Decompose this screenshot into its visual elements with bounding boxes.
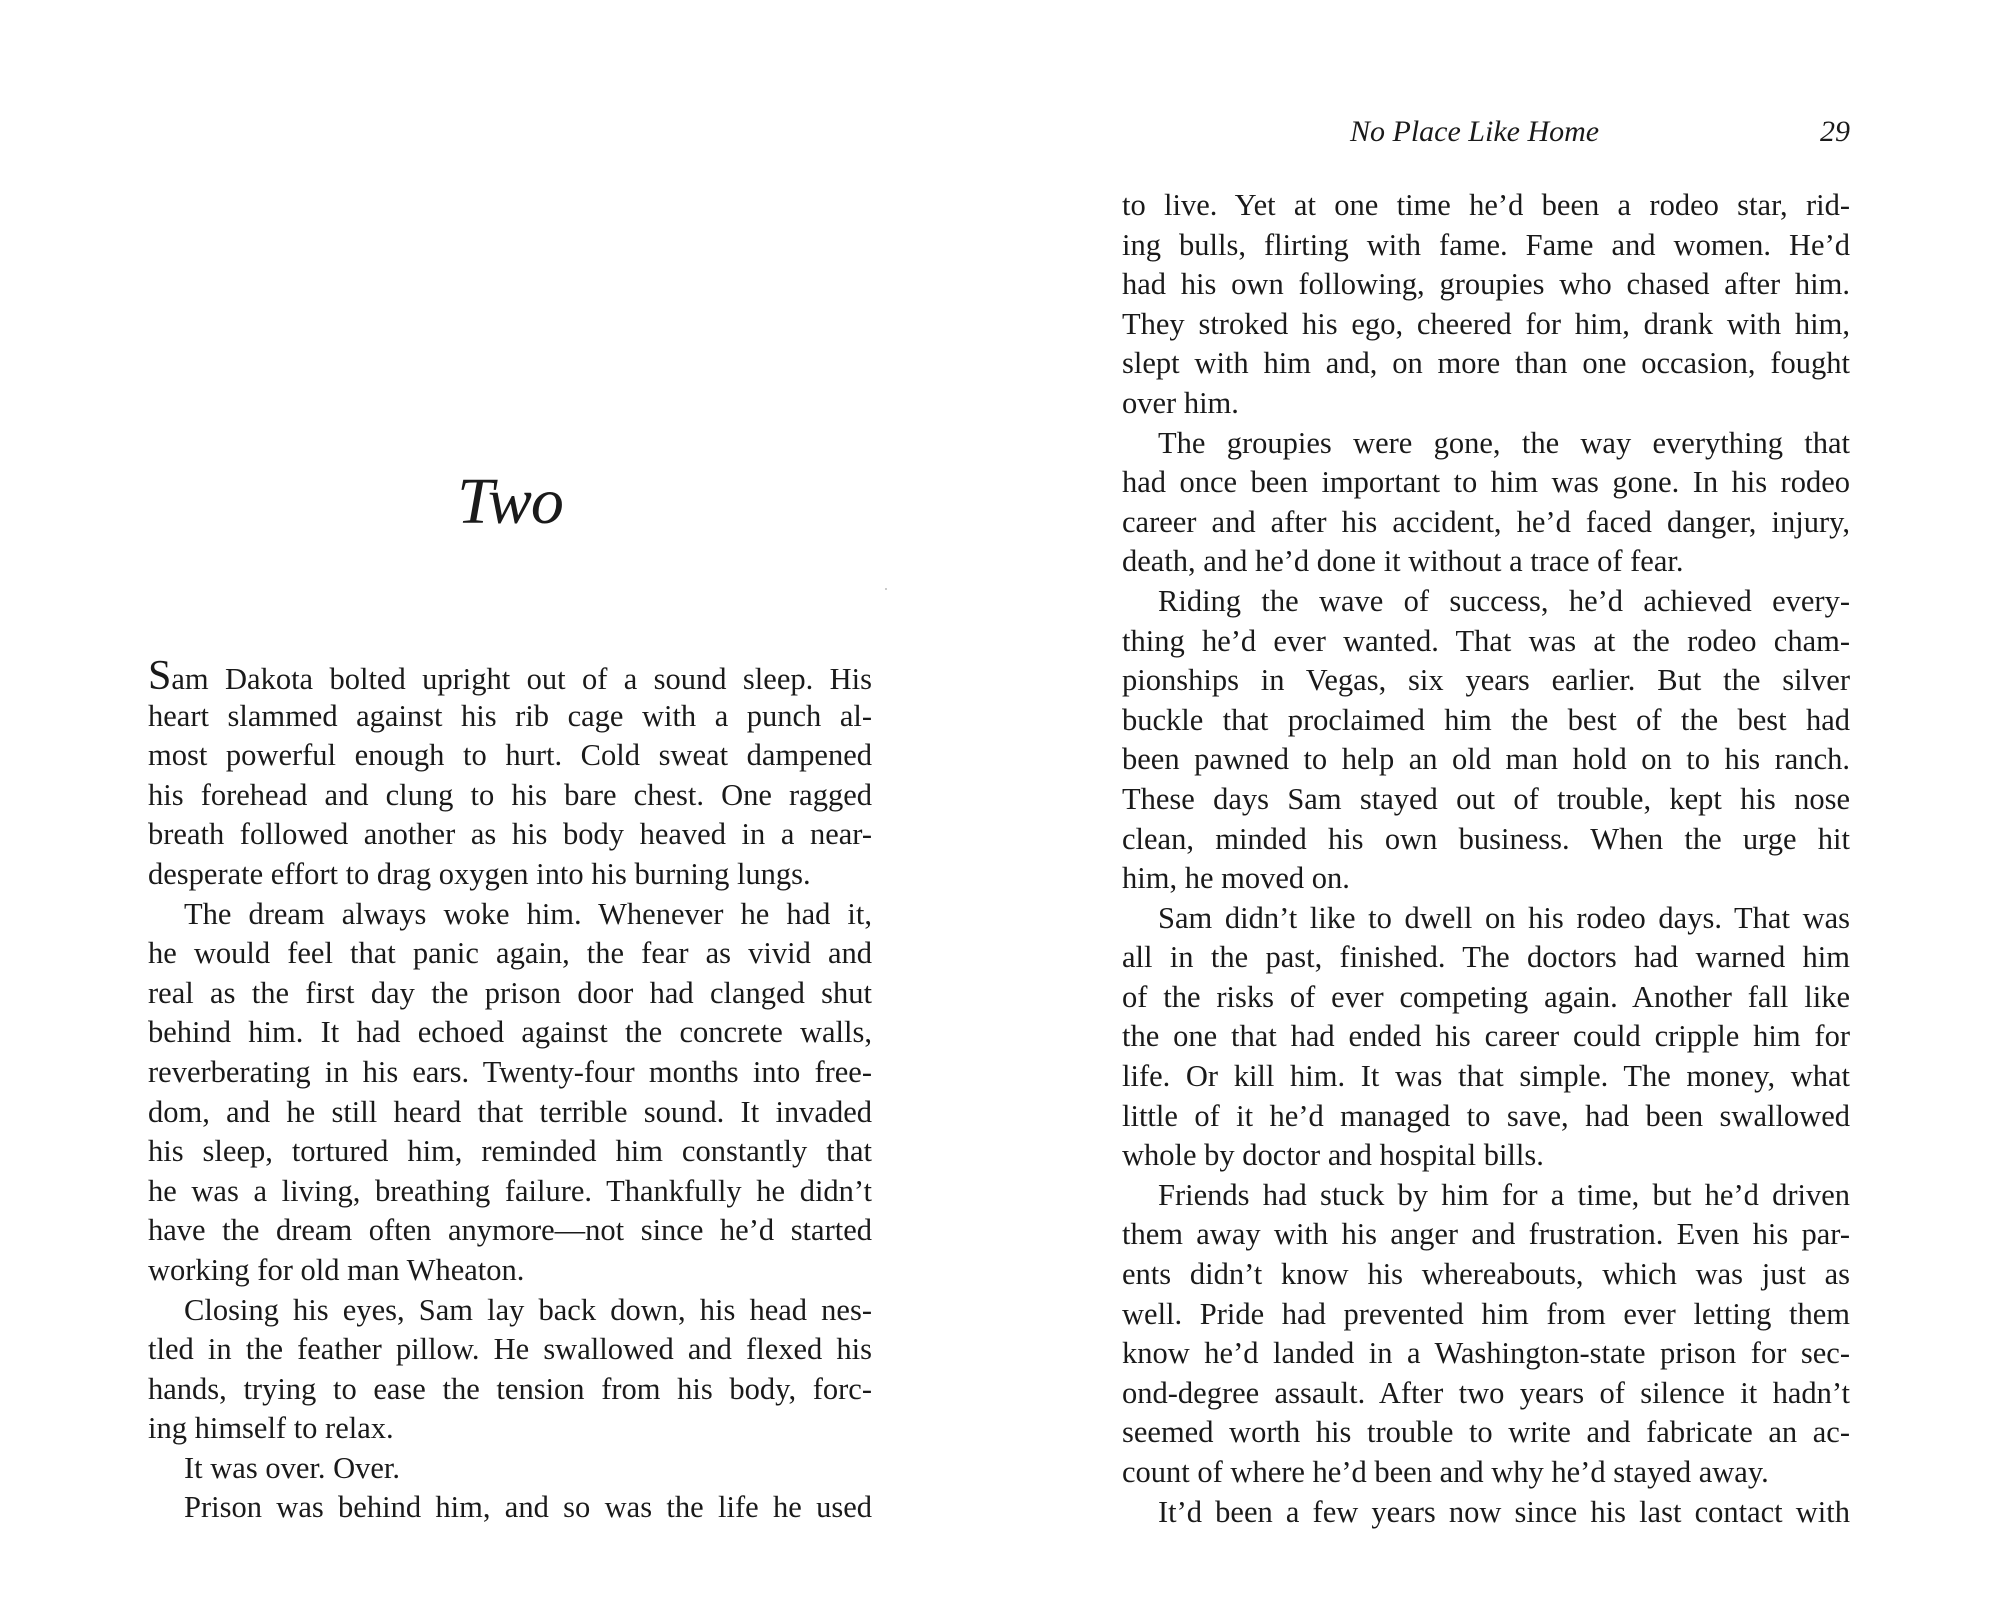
text-line: heart slammed against his rib cage with a punch al- bbox=[148, 698, 872, 733]
text-line: They stroked his ego, cheered for him, drank with him, bbox=[1122, 306, 1850, 341]
text-line: Prison was behind him, and so was the life he used bbox=[184, 1490, 872, 1525]
text-line: life. Or kill him. It was that simple. The money, what bbox=[1122, 1059, 1850, 1094]
text-line: well. Pride had prevented him from ever letting them bbox=[1122, 1296, 1850, 1331]
text-line: count of where he’d been and why he’d stayed away. bbox=[1122, 1455, 1769, 1489]
text-line: ing bulls, flirting with fame. Fame and women. He’d bbox=[1122, 227, 1850, 262]
text-line: whole by doctor and hospital bills. bbox=[1122, 1138, 1544, 1173]
text-line: It was over. Over. bbox=[184, 1450, 400, 1485]
text-line: his sleep, tortured him, reminded him constantly that bbox=[148, 1134, 872, 1169]
text-line: him, he moved on. bbox=[1122, 861, 1350, 896]
text-line: The groupies were gone, the way everything that bbox=[1158, 425, 1850, 460]
text-line: thing he’d ever wanted. That was at the rodeo cham- bbox=[1122, 623, 1850, 658]
text-line: seemed worth his trouble to write and fabricate an ac- bbox=[1122, 1415, 1850, 1450]
text-line: been pawned to help an old man hold on to his ranch. bbox=[1122, 742, 1850, 777]
text-line: had his own following, groupies who chased after him. bbox=[1122, 267, 1850, 302]
text-line bbox=[148, 657, 872, 697]
text-line: know he’d landed in a Washington-state prison for sec- bbox=[1122, 1336, 1850, 1371]
page-speck bbox=[885, 588, 887, 590]
text-line: reverberating in his ears. Twenty-four months into free- bbox=[148, 1054, 872, 1089]
text-line: all in the past, finished. The doctors had warned him bbox=[1122, 940, 1850, 975]
page-number: 29 bbox=[1820, 115, 1850, 148]
text-line: Riding the wave of success, he’d achieved every- bbox=[1158, 583, 1850, 618]
text-line: desperate effort to drag oxygen into his burning lungs. bbox=[148, 856, 811, 891]
text-line: over him. bbox=[1122, 385, 1239, 420]
text-line: tled in the feather pillow. He swallowed and flexed his bbox=[148, 1332, 872, 1367]
text-line: to live. Yet at one time he’d been a rodeo star, rid- bbox=[1122, 188, 1850, 222]
text-line: ents didn’t know his whereabouts, which was just as bbox=[1122, 1257, 1850, 1292]
text-line: These days Sam stayed out of trouble, kept his nose bbox=[1122, 781, 1850, 816]
chapter-title: Two bbox=[457, 465, 563, 538]
text-line: little of it he’d managed to save, had been swallowed bbox=[1122, 1098, 1850, 1133]
running-head bbox=[1122, 110, 1850, 154]
text-line: the one that had ended his career could cripple him for bbox=[1122, 1019, 1850, 1054]
text-line: career and after his accident, he’d faced danger, injury, bbox=[1122, 504, 1850, 539]
text-line-content: am Dakota bolted upright out of a sound sleep. His bbox=[171, 662, 872, 696]
text-line: his forehead and clung to his bare chest. One ragged bbox=[148, 777, 872, 812]
text-line: breath followed another as his body heaved in a near- bbox=[148, 817, 872, 852]
text-line: death, and he’d done it without a trace of fear. bbox=[1122, 544, 1684, 579]
right-page bbox=[1000, 0, 2000, 1622]
text-line: ing himself to relax. bbox=[148, 1411, 394, 1446]
text-line: most powerful enough to hurt. Cold sweat dampened bbox=[148, 738, 872, 773]
text-line: Closing his eyes, Sam lay back down, his head nes- bbox=[184, 1292, 872, 1327]
text-line: had once been important to him was gone. In his rodeo bbox=[1122, 465, 1850, 500]
text-line: The dream always woke him. Whenever he had it, bbox=[184, 896, 872, 931]
text-line: Sam didn’t like to dwell on his rodeo days. That was bbox=[1158, 900, 1850, 935]
text-line: clean, minded his own business. When the urge hit bbox=[1122, 821, 1850, 856]
text-line: ond-degree assault. After two years of silence it hadn’t bbox=[1122, 1375, 1850, 1410]
text-line: behind him. It had echoed against the concrete walls, bbox=[148, 1015, 872, 1050]
drop-cap: S bbox=[148, 657, 172, 697]
text-line: slept with him and, on more than one occasion, fought bbox=[1122, 346, 1850, 381]
text-line: dom, and he still heard that terrible sound. It invaded bbox=[148, 1094, 872, 1129]
right-page-body bbox=[1122, 186, 1850, 1532]
text-line: real as the first day the prison door had clanged shut bbox=[148, 975, 872, 1010]
text-line: working for old man Wheaton. bbox=[148, 1252, 525, 1287]
text-line: he was a living, breathing failure. Thankfully he didn’t bbox=[148, 1173, 872, 1208]
text-line: Friends had stuck by him for a time, but he’d driven bbox=[1158, 1177, 1850, 1212]
text-line: hands, trying to ease the tension from his body, forc- bbox=[148, 1371, 872, 1406]
text-line: It’d been a few years now since his last contact with bbox=[1158, 1494, 1850, 1529]
text-line: pionships in Vegas, six years earlier. But the silver bbox=[1122, 663, 1850, 698]
text-line: buckle that proclaimed him the best of the best had bbox=[1122, 702, 1850, 737]
text-line: he would feel that panic again, the fear as vivid and bbox=[148, 936, 872, 971]
text-line: them away with his anger and frustration. Even his par- bbox=[1122, 1217, 1850, 1252]
running-title: No Place Like Home bbox=[1350, 115, 1600, 148]
text-line: of the risks of ever competing again. Another fall like bbox=[1122, 979, 1850, 1014]
text-line: have the dream often anymore—not since he’d started bbox=[148, 1213, 872, 1248]
left-page-body bbox=[148, 657, 872, 1528]
